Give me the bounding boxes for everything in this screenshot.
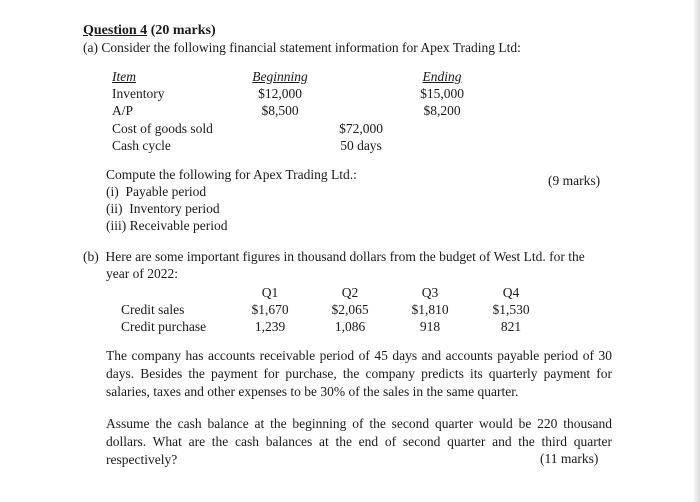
quarter-header: Q4 <box>502 285 520 300</box>
part-b-marks: (11 marks) <box>540 451 599 466</box>
row-ending: $15,000 <box>420 86 464 101</box>
subtask-item: (ii) Inventory period <box>106 201 220 216</box>
question-marks: (20 marks) <box>147 23 216 38</box>
cell-value: 918 <box>419 319 441 334</box>
row-beginning: $12,000 <box>258 86 302 101</box>
row-item: A/P <box>112 103 134 118</box>
header-item: Item <box>112 69 136 84</box>
cell-value: $1,670 <box>251 302 289 317</box>
row-beginning: $8,500 <box>261 103 299 118</box>
part-b-question <box>106 415 612 469</box>
part-b-question-text: Assume the cash balance at the beginning of the second quarter would be 220 thousand dollars. What are the cash balances at the end of second quarter and the third quarter respectively? <box>106 416 612 467</box>
row-value: $72,000 <box>339 121 383 136</box>
part-a-marks: (9 marks) <box>548 173 601 188</box>
page-edge-shadow <box>694 0 700 502</box>
quarter-header: Q3 <box>421 285 439 300</box>
cell-value: $1,810 <box>411 302 449 317</box>
row-item: Cash cycle <box>112 138 171 153</box>
cell-value: 1,086 <box>334 319 366 334</box>
part-b-intro-cont: year of 2022: <box>106 266 178 281</box>
question-number: Question 4 <box>83 23 148 38</box>
cell-value: $2,065 <box>331 302 369 317</box>
part-b-paragraph: The company has accounts receivable period of 45 days and accounts payable period of 30 days. Besides the payment for purchase, the company predicts its quarterly payment for salaries, taxes and other expenses to be 30% of the sales in the same quarter. <box>106 348 612 399</box>
row-label: Credit purchase <box>121 319 207 334</box>
part-a-task: Compute the following for Apex Trading Ltd.: <box>106 167 357 182</box>
cell-value: 821 <box>500 319 522 334</box>
row-value: 50 days <box>340 138 382 153</box>
quarter-header: Q2 <box>341 285 359 300</box>
part-a-intro: (a) Consider the following financial statement information for Apex Trading Ltd: <box>83 40 521 55</box>
cell-value: 1,239 <box>254 319 286 334</box>
header-ending: Ending <box>422 69 462 84</box>
row-ending: $8,200 <box>423 103 461 118</box>
row-label: Credit sales <box>121 302 185 317</box>
quarter-header: Q1 <box>261 285 279 300</box>
subtask-item: (i) Payable period <box>106 184 207 199</box>
cell-value: $1,530 <box>492 302 530 317</box>
header-beginning: Beginning <box>252 69 308 84</box>
row-item: Cost of goods sold <box>112 121 213 136</box>
part-b-intro: (b) Here are some important figures in thousand dollars from the budget of West Ltd. for the <box>83 249 585 264</box>
question-title <box>83 24 216 38</box>
row-item: Inventory <box>112 86 165 101</box>
subtask-item: (iii) Receivable period <box>106 218 228 233</box>
